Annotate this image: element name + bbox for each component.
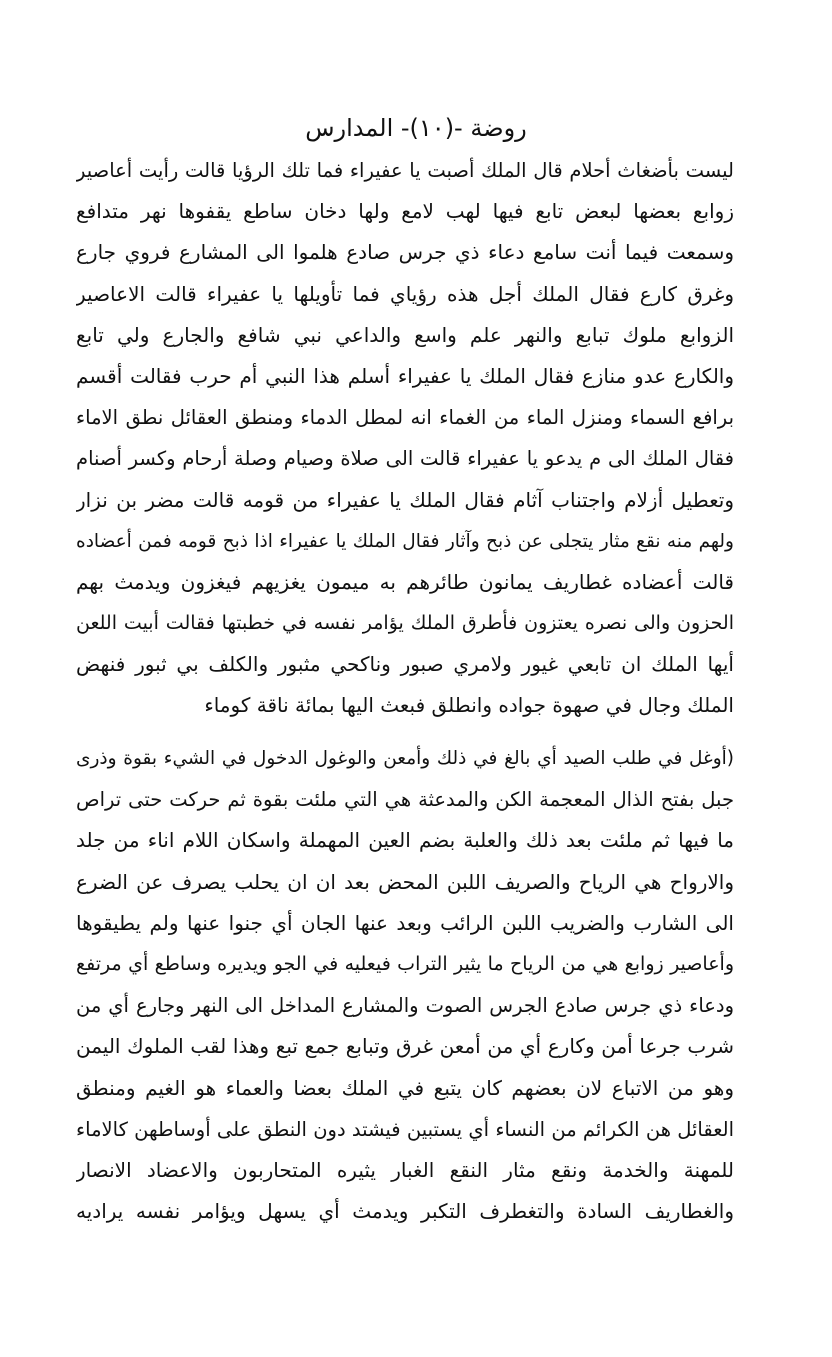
commentary-line: ما فيها ثم ملئت بعد ذلك والعلبة بضم العين المهملة واسكان اللام اناء من جلد: [76, 828, 734, 853]
text-line: والكارع عدو منازع فقال الملك يا عفيراء أسلم هذا النبي أم حرب فقالت أقسم: [76, 363, 734, 388]
text-line: وسمعت فيما أنت سامع دعاء ذي جرس صادع هلموا الى المشارع فروي جارع: [76, 240, 734, 265]
text-line: الزوابع ملوك تبابع والنهر علم واسع والداعي نبي شافع والجارع ولي تابع: [76, 322, 734, 347]
commentary-line: وأعاصير زوابع هي من الرياح ما يثير التراب فيعليه في الجو ويديره وساطع أي مرتفع: [76, 952, 734, 975]
commentary-line: وهو من الاتباع لان بعضهم كان يتبع في الملك بعضا والعماء هو الغيم ومنطق: [76, 1075, 734, 1100]
commentary-line: شرب جرعا أمن وكارع أي من أمعن غرق وتبابع جمع تبع وهذا لقب الملوك اليمن: [76, 1034, 734, 1059]
text-line: فقال الملك الى م يدعو يا عفيراء قالت الى صلاة وصيام وصلة أرحام وكسر أصنام: [76, 447, 734, 471]
text-line: وتعطيل أزلام واجتناب آثام فقال الملك يا عفيراء من قومه قالت مضر بن نزار: [76, 487, 734, 512]
text-line: قالت أعضاده غطاريف يمانون طائرهم به ميمون يغزيهم فيغزون ويدمث بهم: [76, 569, 734, 594]
commentary-line: جبل بفتح الذال المعجمة الكن والمدعثة هي التي ملئت بقوة ثم حركت حتى تراص: [76, 788, 734, 812]
commentary-line: والارواح هي الرياح والصريف اللبن المحض بعد ان ان يحلب يصرف عن الضرع: [76, 869, 734, 894]
text-line: أيها الملك ان تابعي غيور ولامري صبور وناكحي مثبور والكلف بي ثبور فنهض: [76, 652, 734, 677]
text-line: زوابع بعضها لبعض تابع فيها لهب لامع ولها دخان ساطع يقفوها نهر متدافع: [76, 199, 734, 224]
text-line: الملك وجال في صهوة جواده وانطلق فبعث اليها بمائة ناقة كوماء: [204, 693, 734, 718]
commentary-line: (أوغل في طلب الصيد أي بالغ في ذلك وأمعن والوغول الدخول في الشيء بقوة وذرى: [76, 748, 734, 769]
commentary-line: للمهنة والخدمة ونقع مثار النقع الغبار يثيره المتحاربون والاعضاد الانصار: [76, 1157, 734, 1182]
text-line: ولهم منه نقع مثار يتجلى عن ذبح وآثار فقال الملك يا عفيراء اذا ذبح قومه فمن أعضاده: [76, 530, 734, 552]
commentary-line: الى الشارب والضريب اللبن الرائب وبعد عنها الجان أي جنوا عنها ولم يطيقوها: [76, 910, 734, 935]
commentary-line: العقائل هن الكرائم من النساء أي يستبين فيشتد دون النطق على أوساطهن كالاماء: [76, 1117, 734, 1141]
commentary-line: ودعاء ذي جرس صادع الجرس الصوت والمشارع المداخل الى النهر وجارع أي من: [76, 994, 734, 1018]
text-line: ليست بأضغاث أحلام قال الملك أصبت يا عفيراء فما تلك الرؤيا قالت رأيت أعاصير: [76, 159, 734, 182]
commentary-text: [76, 738, 734, 1232]
page-header: روضة -(١٠)- المدارس: [305, 114, 527, 142]
commentary-line: والغطاريف السادة والتغطرف التكبر ويدمث أي يسهل ويؤامر نفسه يراديه: [76, 1199, 734, 1224]
text-line: الحزون والى نصره يعتزون فأطرق الملك يؤامر نفسه في خطبتها فقالت أبيت اللعن: [76, 612, 734, 635]
main-text: [76, 150, 734, 727]
text-line: وغرق كارع فقال الملك أجل هذه رؤياي فما تأويلها يا عفيراء قالت الاعاصير: [76, 281, 734, 306]
text-line: برافع السماء ومنزل الماء من الغماء انه لمطل الدماء ومنطق العقائل نطق الاماء: [76, 406, 734, 430]
